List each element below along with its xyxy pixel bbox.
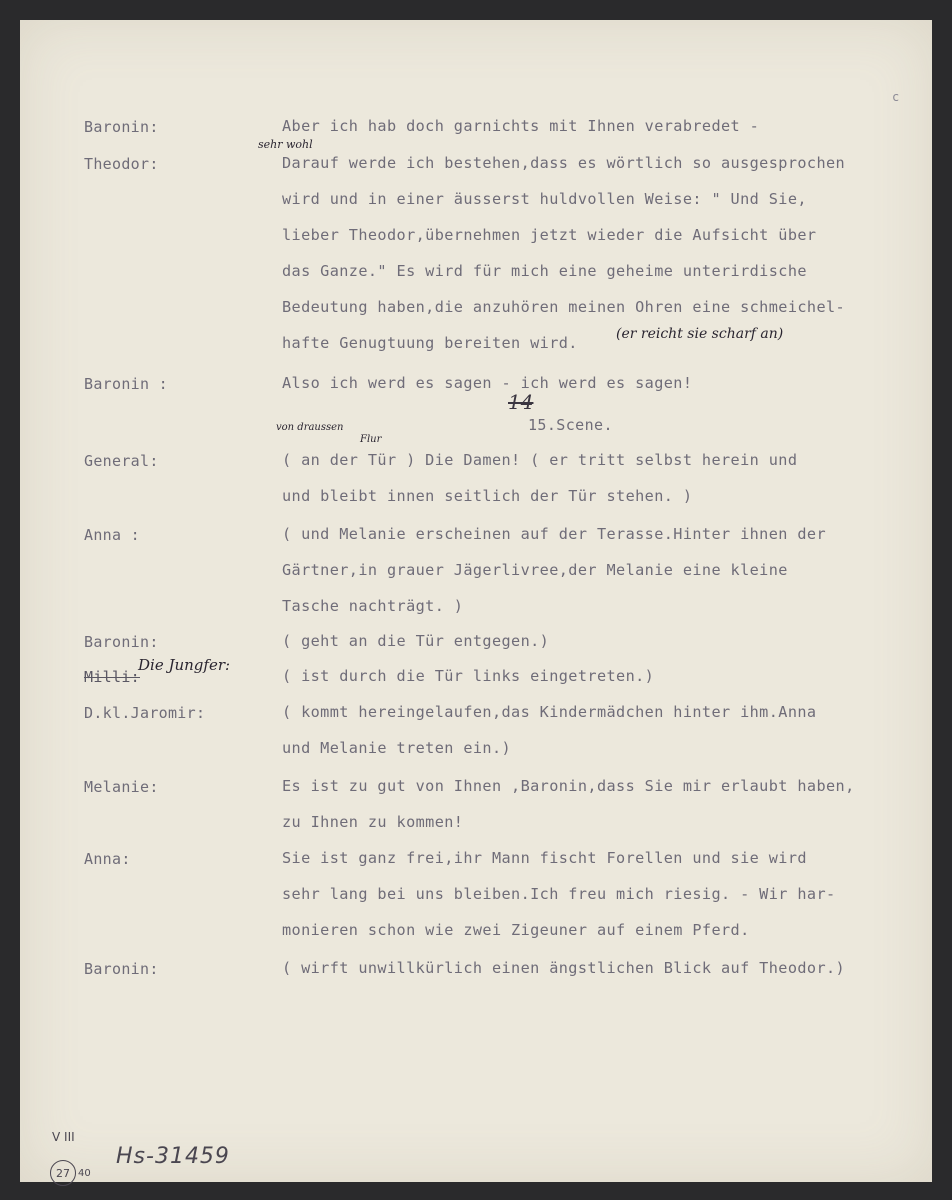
text-line: Darauf werde ich bestehen,dass es wörtlich so ausgesprochen (282, 154, 846, 172)
archive-circle-number (50, 1160, 76, 1186)
text-line: ( und Melanie erscheinen auf der Terasse.Hinter ihnen der (282, 525, 826, 543)
speaker-name: General: (84, 452, 159, 470)
speaker-name: Baronin: (84, 118, 159, 136)
handwritten-annotation: sehr wohl (258, 138, 313, 151)
dialogue-text (282, 375, 922, 401)
speaker-name: Melanie: (84, 778, 159, 796)
speaker-name: Theodor: (84, 155, 159, 173)
text-line: ( ist durch die Tür links eingetreten.) (282, 667, 655, 685)
dialogue-text (282, 452, 922, 514)
text-line: das Ganze." Es wird für mich eine geheime unterirdische (282, 262, 807, 280)
dialogue-text (282, 850, 922, 948)
text-line: und Melanie treten ein.) (282, 739, 512, 757)
speaker-name: D.kl.Jaromir: (84, 704, 206, 722)
speaker-name-struck: Milli: (84, 668, 140, 686)
dialogue-text (282, 633, 922, 659)
document-page (20, 20, 932, 1182)
dialogue-text (282, 155, 922, 361)
text-line: zu Ihnen zu kommen! (282, 813, 464, 831)
handwritten-annotation: Die Jungfer: (138, 656, 231, 674)
text-line: Also ich werd es sagen - ich werd es sagen! (282, 374, 693, 392)
text-line: Sie ist ganz frei,ihr Mann fischt Forellen und sie wird (282, 849, 807, 867)
text-line: Gärtner,in grauer Jägerlivree,der Melanie eine kleine (282, 561, 788, 579)
handwritten-annotation: Flur (360, 434, 382, 445)
scene-number-handwritten: 14 (508, 390, 534, 414)
dialogue-text (282, 960, 922, 986)
text-line: wird und in einer äusserst huldvollen Weise: " Und Sie, (282, 190, 807, 208)
text-line: Aber ich hab doch garnichts mit Ihnen verabredet - (282, 117, 760, 135)
archive-shelf-mark: V III (52, 1130, 75, 1144)
text-line: Bedeutung haben,die anzuhören meinen Ohren eine schmeichel- (282, 298, 846, 316)
archive-signature: Hs-31459 (116, 1144, 230, 1169)
text-line: hafte Genugtuung bereiten wird. (282, 334, 578, 352)
handwritten-annotation: (er reicht sie scharf an) (616, 326, 784, 342)
text-line: ( geht an die Tür entgegen.) (282, 632, 550, 650)
archive-sub-number: 40 (78, 1168, 91, 1179)
text-line: monieren schon wie zwei Zigeuner auf einem Pferd. (282, 921, 750, 939)
text-line: Es ist zu gut von Ihnen ,Baronin,dass Sie mir erlaubt haben, (282, 777, 855, 795)
speaker-name: Baronin: (84, 633, 159, 651)
text-line: sehr lang bei uns bleiben.Ich freu mich riesig. - Wir har- (282, 885, 836, 903)
dialogue-text (282, 704, 922, 766)
text-line: ( an der Tür ) Die Damen! ( er tritt selbst herein und (282, 451, 798, 469)
dialogue-text (282, 526, 922, 624)
text-line: ( wirft unwillkürlich einen ängstlichen Blick auf Theodor.) (282, 959, 846, 977)
handwritten-annotation: von draussen (276, 422, 344, 433)
text-line: lieber Theodor,übernehmen jetzt wieder die Aufsicht über (282, 226, 817, 244)
text-line: ( kommt hereingelaufen,das Kindermädchen hinter ihm.Anna (282, 703, 817, 721)
text-line: Tasche nachträgt. ) (282, 597, 464, 615)
dialogue-text (282, 118, 922, 144)
text-line: und bleibt innen seitlich der Tür stehen. ) (282, 487, 693, 505)
scene-heading: 15.Scene. (528, 416, 613, 434)
page-mark: c (892, 90, 900, 104)
dialogue-text (282, 778, 922, 840)
circle-number-text: 27 (56, 1166, 70, 1180)
dialogue-text (282, 668, 922, 694)
speaker-name: Anna : (84, 526, 140, 544)
speaker-name: Anna: (84, 850, 131, 868)
speaker-name: Baronin: (84, 960, 159, 978)
speaker-name: Baronin : (84, 375, 168, 393)
